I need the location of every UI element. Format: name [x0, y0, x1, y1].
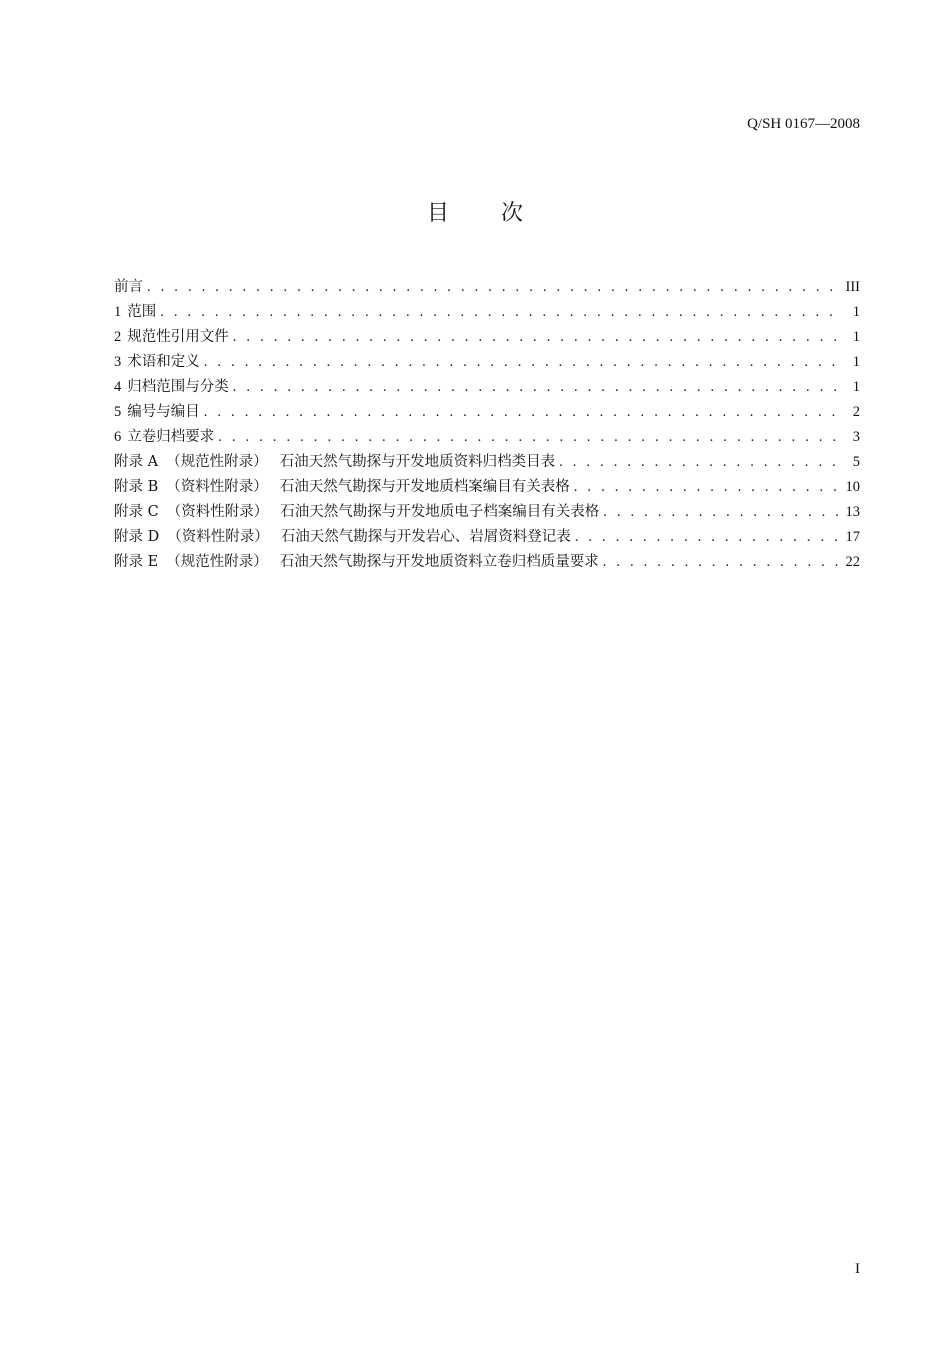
toc-entry-appendix-b[interactable] [114, 476, 860, 501]
toc-entry-label [114, 276, 143, 298]
toc-entry-label [114, 426, 214, 448]
toc-leader-dots [575, 526, 840, 548]
toc-appendix-label: 附录 B [114, 479, 159, 495]
page-number: I [855, 1261, 860, 1277]
toc-appendix-label: 附录 A [114, 454, 159, 470]
toc-appendix-title: 石油天然气勘探与开发地质电子档案编目有关表格 [280, 504, 600, 520]
toc-entry-number: 1 [114, 304, 122, 320]
toc-entry-number: 3 [114, 354, 122, 370]
toc-entry-label [114, 351, 200, 373]
toc-leader-dots [204, 351, 840, 373]
toc-leader-dots [603, 501, 839, 523]
toc-leader-dots [603, 551, 840, 573]
toc-entry-text: 术语和定义 [127, 354, 200, 370]
toc-entry-appendix-e[interactable] [114, 551, 860, 576]
toc-page-number: 1 [852, 329, 860, 345]
toc-entry-label [114, 376, 229, 398]
toc-entry-number: 5 [114, 404, 122, 420]
toc-entry-label [114, 551, 599, 573]
toc-leader-dots [233, 376, 840, 398]
toc-leader-dots [218, 426, 840, 448]
toc-page-number: 1 [852, 379, 860, 395]
toc-entry-1[interactable] [114, 301, 860, 326]
toc-page-number: III [845, 279, 860, 295]
toc-appendix-title: 石油天然气勘探与开发地质资料立卷归档质量要求 [279, 554, 599, 570]
toc-entry-2[interactable] [114, 326, 860, 351]
toc-entry-6[interactable] [114, 426, 860, 451]
toc-page-number: 5 [852, 454, 860, 470]
toc-entry-label [114, 476, 570, 498]
toc-page-number: 17 [845, 529, 860, 545]
toc-title-char-1: 目 [426, 201, 449, 226]
toc-page-number: 2 [852, 404, 860, 420]
toc-entry-label [114, 326, 229, 348]
toc-appendix-title: 石油天然气勘探与开发地质档案编目有关表格 [279, 479, 570, 495]
toc-leader-dots [574, 476, 840, 498]
toc-appendix-type: （规范性附录） [166, 554, 268, 570]
toc-page-number: 22 [845, 554, 860, 570]
toc-entry-4[interactable] [114, 376, 860, 401]
toc-entry-label [114, 301, 156, 323]
toc-leader-dots [147, 276, 840, 298]
toc-appendix-type: （资料性附录） [166, 504, 269, 520]
toc-page-number: 1 [852, 354, 860, 370]
toc-list [114, 276, 860, 576]
toc-entry-number: 6 [114, 429, 122, 445]
toc-leader-dots [160, 301, 840, 323]
toc-appendix-type: （规范性附录） [166, 454, 268, 470]
toc-entry-text: 归档范围与分类 [127, 379, 229, 395]
toc-entry-label [114, 401, 200, 423]
toc-entry-text: 立卷归档要求 [127, 429, 215, 445]
toc-leader-dots [233, 326, 840, 348]
toc-page-number: 10 [845, 479, 860, 495]
toc-appendix-type: （资料性附录） [166, 479, 268, 495]
toc-appendix-title: 石油天然气勘探与开发岩心、岩屑资料登记表 [280, 529, 571, 545]
toc-appendix-type: （资料性附录） [167, 529, 269, 545]
toc-appendix-title: 石油天然气勘探与开发地质资料归档类目表 [279, 454, 556, 470]
toc-entry-label [114, 451, 555, 473]
toc-entry-appendix-a[interactable] [114, 451, 860, 476]
toc-title-char-2: 次 [501, 201, 524, 226]
toc-page-number: 1 [852, 304, 860, 320]
toc-page-number: 3 [852, 429, 860, 445]
toc-entry-text: 前言 [114, 279, 143, 295]
toc-entry-number: 4 [114, 379, 122, 395]
toc-entry-label [114, 526, 571, 548]
toc-entry-text: 范围 [127, 304, 157, 320]
document-code: Q/SH 0167—2008 [747, 116, 860, 132]
toc-entry-appendix-d[interactable] [114, 526, 860, 551]
toc-leader-dots [204, 401, 840, 423]
toc-entry-5[interactable] [114, 401, 860, 426]
toc-entry-appendix-c[interactable] [114, 501, 860, 526]
toc-title [0, 198, 950, 230]
toc-entry-3[interactable] [114, 351, 860, 376]
toc-appendix-label: 附录 D [114, 529, 160, 545]
toc-entry-foreword[interactable] [114, 276, 860, 301]
toc-entry-label [114, 501, 599, 523]
toc-page-number: 13 [845, 504, 860, 520]
toc-appendix-label: 附录 C [114, 504, 159, 520]
toc-entry-text: 编号与编目 [127, 404, 200, 420]
toc-entry-number: 2 [114, 329, 122, 345]
toc-appendix-label: 附录 E [114, 554, 159, 570]
toc-leader-dots [559, 451, 840, 473]
toc-entry-text: 规范性引用文件 [127, 329, 229, 345]
